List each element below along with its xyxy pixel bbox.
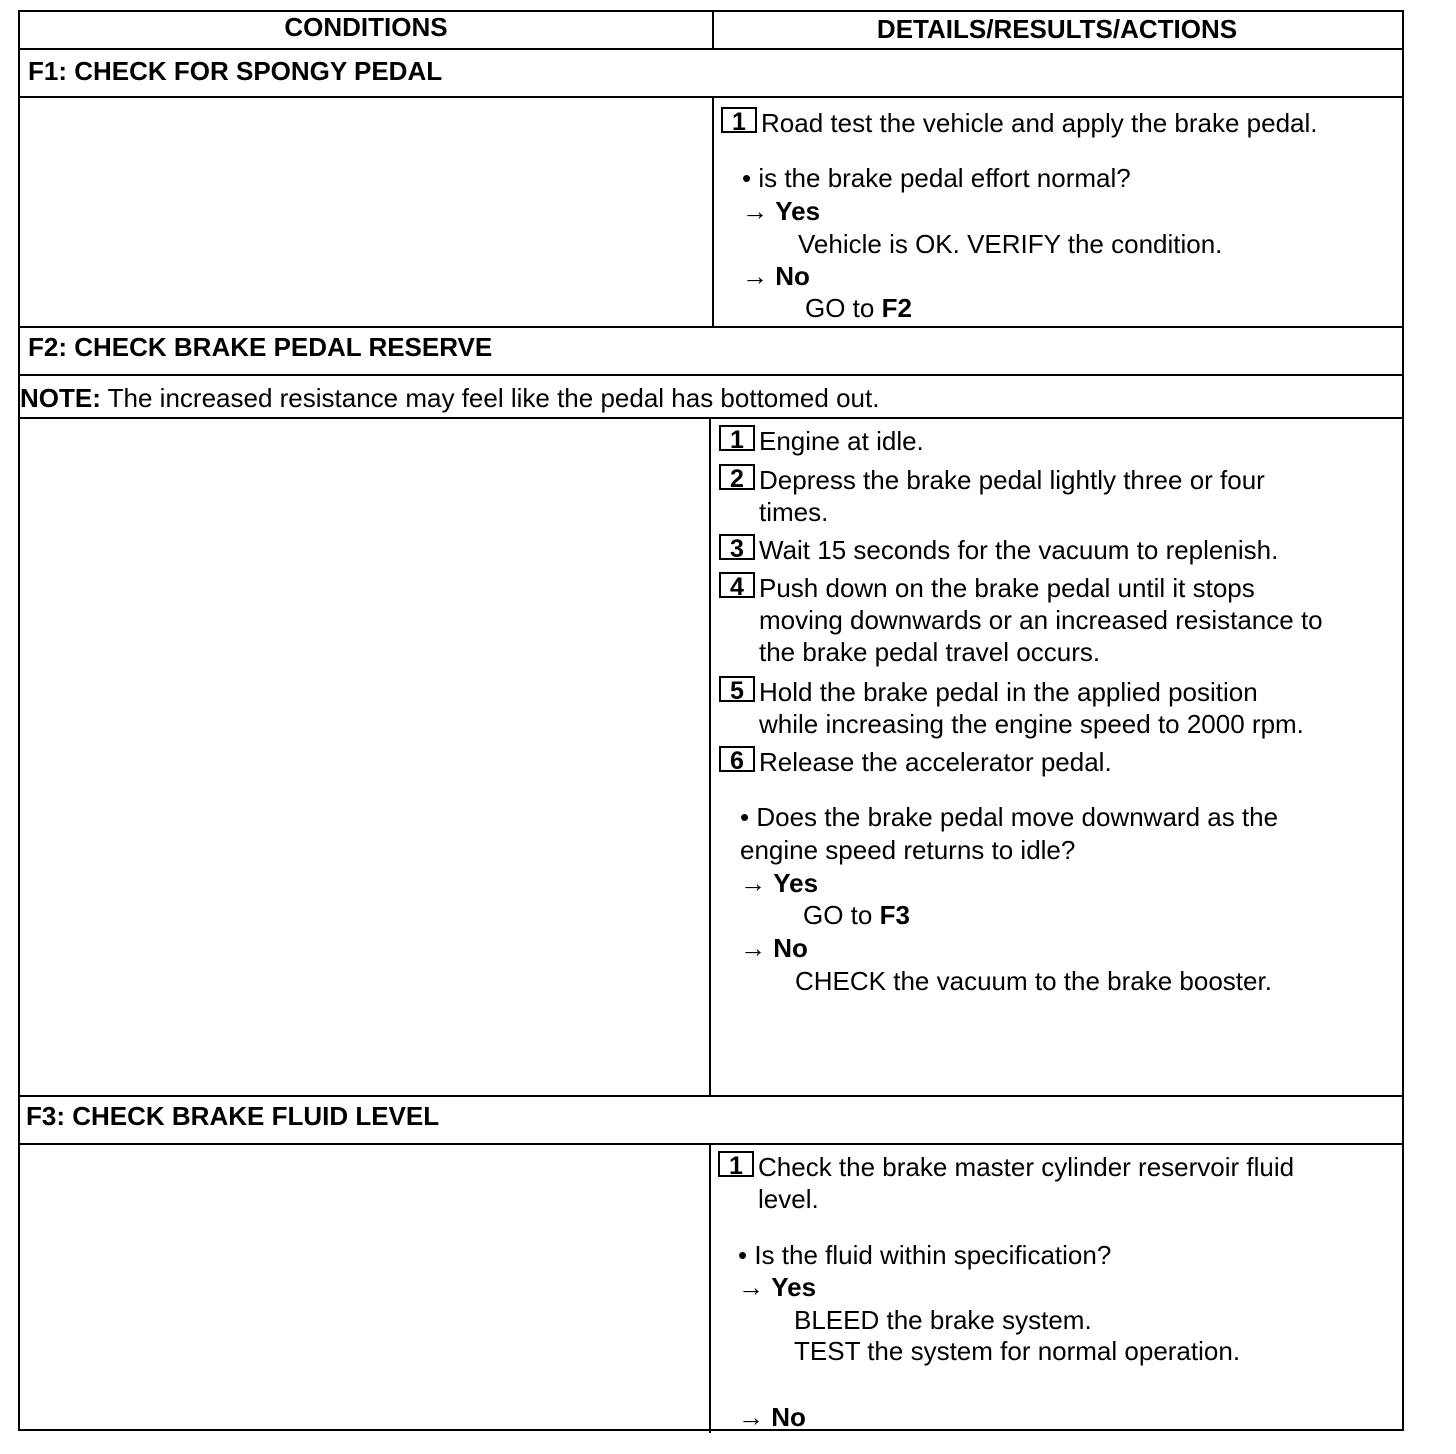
f1-yes-action: Vehicle is OK. VERIFY the condition. [798, 229, 1223, 259]
step-number-box: 1 [718, 1151, 754, 1177]
step-number-box: 1 [719, 425, 755, 451]
conditions-header: CONDITIONS [284, 12, 448, 42]
arrow-icon: → [738, 1402, 764, 1432]
note-text: The increased resistance may feel like the pedal has bottomed out. [107, 383, 880, 413]
f3-no [738, 1401, 806, 1433]
f2-step-4 [719, 572, 1323, 668]
step-text: Wait 15 seconds for the vacuum to replenish. [759, 535, 1279, 565]
f2-step-5 [719, 676, 1304, 740]
column-divider [709, 417, 711, 1097]
section-ref-link[interactable]: F2 [881, 293, 912, 323]
f2-yes-action [803, 899, 910, 931]
rule [20, 326, 1402, 328]
yes-label: Yes [775, 196, 821, 226]
section-title-f3: F3: CHECK BRAKE FLUID LEVEL [26, 1101, 440, 1131]
arrow-icon: → [742, 261, 768, 291]
step-text: level. [758, 1184, 819, 1214]
no-label: No [773, 933, 808, 963]
section-ref-link[interactable]: F3 [879, 900, 910, 930]
f2-step-3 [719, 534, 1278, 566]
arrow-icon: → [742, 196, 768, 226]
step-number-box: 5 [719, 676, 755, 702]
section-title-f1: F1: CHECK FOR SPONGY PEDAL [28, 56, 443, 86]
f1-question: • is the brake pedal effort normal? [742, 163, 1131, 193]
step-text: Road test the vehicle and apply the brake pedal. [761, 108, 1318, 138]
note-label: NOTE: [20, 383, 101, 413]
step-text: Push down on the brake pedal until it stops [759, 573, 1255, 603]
yes-label: Yes [773, 868, 819, 898]
f2-question-line2: engine speed returns to idle? [740, 835, 1076, 865]
no-label: No [771, 1402, 806, 1432]
no-label: No [775, 261, 810, 291]
step-text: moving downwards or an increased resistance to [759, 605, 1323, 635]
f1-no-action [805, 292, 912, 324]
step-text: Release the accelerator pedal. [759, 747, 1112, 777]
step-number-box: 6 [719, 746, 755, 772]
rule [20, 374, 1402, 376]
f3-yes-action-1: BLEED the brake system. [794, 1305, 1092, 1335]
arrow-icon: → [740, 933, 766, 963]
rule [20, 48, 1402, 50]
step-text: Check the brake master cylinder reservoir fluid [758, 1152, 1295, 1182]
action-text: GO to [803, 900, 873, 930]
arrow-icon: → [740, 868, 766, 898]
f2-step-1 [719, 425, 924, 457]
section-title-f2: F2: CHECK BRAKE PEDAL RESERVE [28, 332, 493, 362]
step-number-box: 3 [719, 534, 755, 560]
f2-step-2 [719, 464, 1265, 528]
f1-step-1 [721, 107, 1318, 139]
f1-no [742, 260, 810, 292]
column-divider [709, 1143, 711, 1433]
details-header: DETAILS/RESULTS/ACTIONS [876, 14, 1238, 44]
step-text: while increasing the engine speed to 2000 rpm. [759, 709, 1304, 739]
step-number-box: 1 [721, 107, 757, 133]
step-number-box: 4 [719, 572, 755, 598]
step-text: Engine at idle. [759, 426, 924, 456]
step-text: Hold the brake pedal in the applied position [759, 677, 1258, 707]
step-number-box: 2 [719, 464, 755, 490]
f3-yes-action-2: TEST the system for normal operation. [794, 1336, 1241, 1366]
column-divider [712, 96, 714, 328]
action-text: GO to [805, 293, 875, 323]
f3-question: • Is the fluid within specification? [738, 1240, 1112, 1270]
yes-label: Yes [771, 1272, 817, 1302]
f2-step-6 [719, 746, 1112, 778]
f2-note [20, 382, 879, 414]
f1-yes [742, 195, 820, 227]
rule [20, 96, 1402, 98]
rule [20, 417, 1402, 419]
f2-question-line1: • Does the brake pedal move downward as the [740, 802, 1279, 832]
f3-step-1 [718, 1151, 1294, 1215]
f2-yes [740, 867, 818, 899]
f3-yes [738, 1271, 816, 1303]
rule [20, 1143, 1402, 1145]
step-text: Depress the brake pedal lightly three or four [759, 465, 1265, 495]
f2-no [740, 932, 808, 964]
step-text: the brake pedal travel occurs. [759, 637, 1101, 667]
arrow-icon: → [738, 1272, 764, 1302]
rule [20, 1095, 1402, 1097]
f2-no-action: CHECK the vacuum to the brake booster. [795, 966, 1272, 996]
step-text: times. [759, 497, 829, 527]
